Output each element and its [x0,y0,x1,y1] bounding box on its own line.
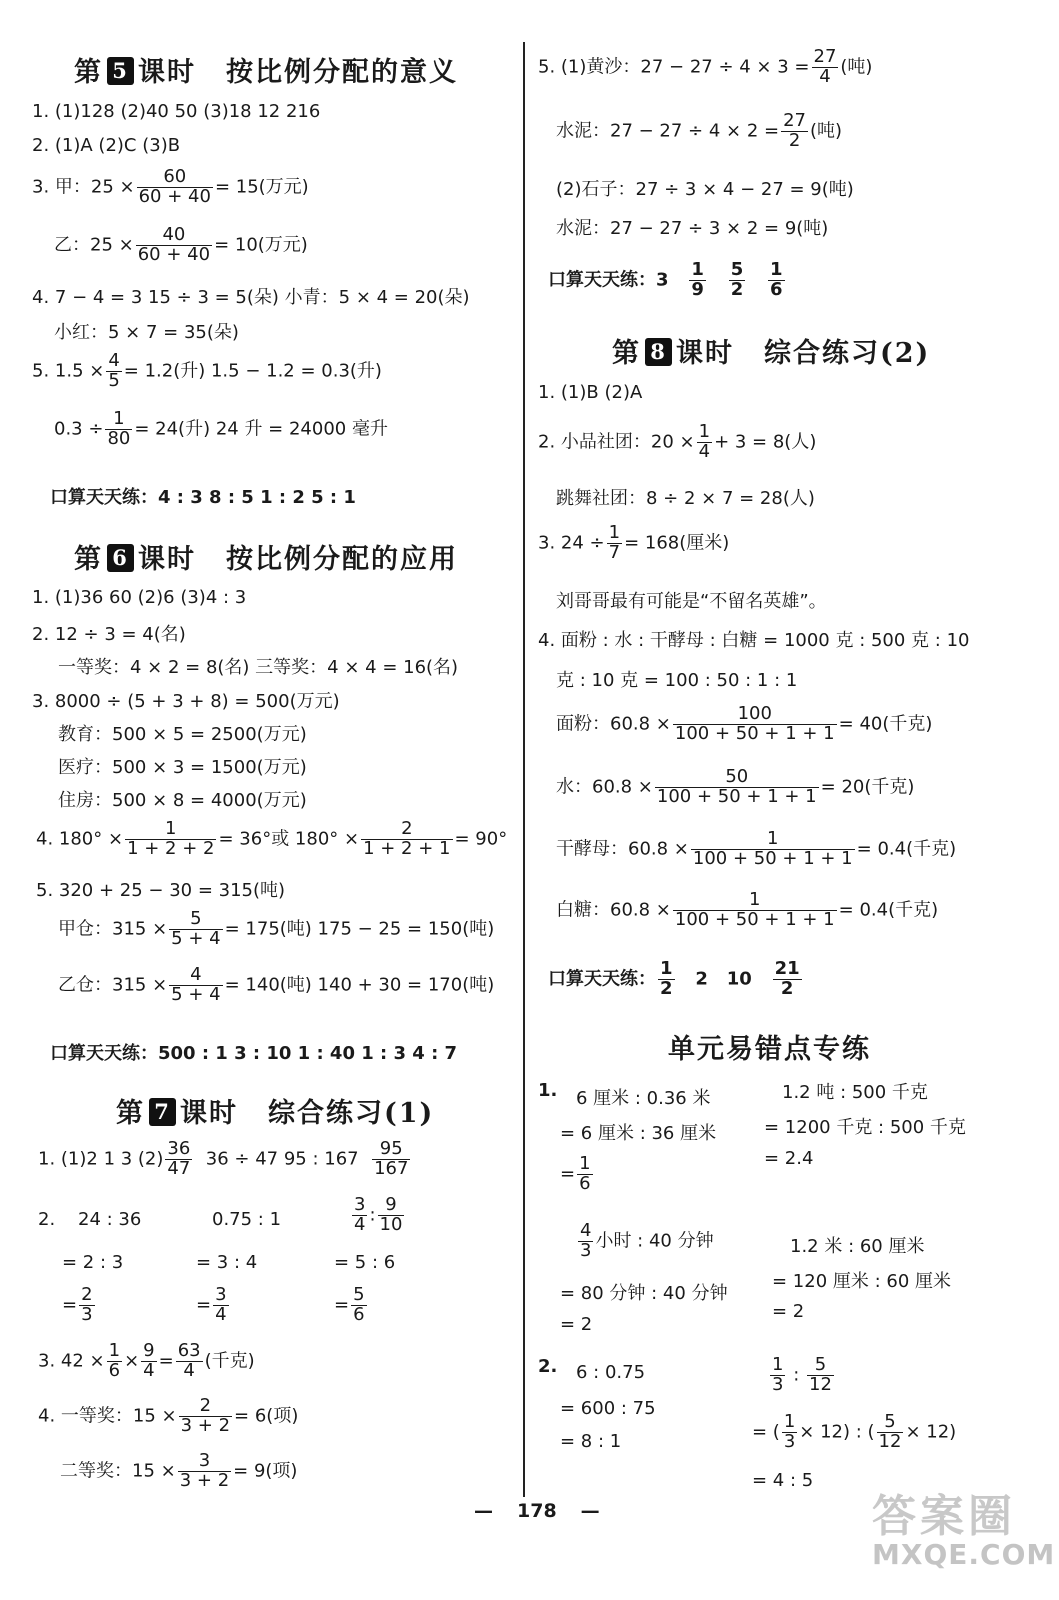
s7-q2-c3a: $\frac{3}{4}$ : $\frac{9}{10}$ [354,1194,403,1235]
s8-q4f: 白糖：60.8 × $\frac{1}{100 + 50 + 1 + 1}$ = 0.4(千克) [556,889,939,930]
r-q5a: 5. (1)黄沙：27 − 27 ÷ 4 × 3 = $\frac{27}{4}$ (吨) [538,46,873,87]
s7-q2-c3c: = $\frac{5}{6}$ [334,1284,365,1325]
unit-q1-d2: = 120 厘米 : 60 厘米 [772,1271,952,1292]
s5-mental-practice: 口算天天练：4 : 3 8 : 5 1 : 2 5 : 1 [50,487,356,508]
s6-q5a: 5. 320 + 25 − 30 = 315(吨) [36,880,286,901]
unit-q1-b3: = 2.4 [764,1148,814,1169]
unit-q2-e3: = 8 : 1 [560,1431,622,1452]
s7-q3: 3. 42 × $\frac{1}{6}$ × $\frac{9}{4}$ = $\frac{63}{4}$ (千克) [38,1340,255,1381]
r-q5c: (2)石子：27 ÷ 3 × 4 − 27 = 9(吨) [556,179,854,200]
unit-q1-b2: = 1200 千克 : 500 千克 [764,1117,966,1138]
unit-q1-label: 1. [538,1080,558,1101]
s7-q2-c3b: = 5 : 6 [334,1252,396,1273]
s6-q1: 1. (1)36 60 (2)6 (3)4 : 3 [32,587,247,608]
s6-q3b: 教育：500 × 5 = 2500(万元) [58,724,307,745]
s8-q4e: 干酵母：60.8 × $\frac{1}{100 + 50 + 1 + 1}$ = 0.4(千克) [556,828,957,869]
s7-q2-c2a: 0.75 : 1 [212,1209,282,1230]
s7-q2-c1a: 24 : 36 [78,1209,142,1230]
s7-q4a: 4. 一等奖：15 × $\frac{2}{3 + 2}$ = 6(项) [38,1395,299,1436]
r-q5b: 水泥：27 − 27 ÷ 4 × 2 = $\frac{27}{2}$ (吨) [556,110,843,151]
s8-q3b: 刘哥哥最有可能是“不留名英雄”。 [556,591,827,612]
s5-q4b: 小红：5 × 7 = 35(朵) [54,322,239,343]
s7-q4b: 二等奖：15 × $\frac{3}{3 + 2}$ = 9(项) [60,1450,298,1491]
s6-q2b: 一等奖：4 × 2 = 8(名) 三等奖：4 × 4 = 16(名) [58,657,459,678]
s8-q2b: 跳舞社团：8 ÷ 2 × 7 = 28(人) [556,488,815,509]
s7-q2-c2c: = $\frac{3}{4}$ [196,1284,227,1325]
unit-q2-f2: = ( $\frac{1}{3}$ × 12) : ( $\frac{5}{12}$ × 12) [752,1411,957,1452]
s5-q3b: 乙：25 × $\frac{40}{60 + 40}$ = 10(万元) [54,224,308,265]
s6-q4: 4. 180° × $\frac{1}{1 + 2 + 2}$ = 36°或 180° × $\frac{2}{1 + 2 + 1}$ = 90° [36,818,508,859]
s6-q5b: 甲仓：315 × $\frac{5}{5 + 4}$ = 175(吨) 175 − 25 = 150(吨) [58,908,495,949]
s8-q4c: 面粉：60.8 × $\frac{100}{100 + 50 + 1 + 1}$ = 40(千克) [556,703,933,744]
unit-q2-e1: 6 : 0.75 [576,1362,646,1383]
s5-q1: 1. (1)128 (2)40 50 (3)18 12 216 [32,101,321,122]
s8-q4b: 克 : 10 克 = 100 : 50 : 1 : 1 [556,670,798,691]
unit-q1-a3: = $\frac{1}{6}$ [560,1153,591,1194]
page-number: — 178 — [474,1500,600,1522]
s6-mental-practice: 口算天天练：500 : 1 3 : 10 1 : 40 1 : 3 4 : 7 [50,1043,458,1064]
watermark-logo: 答案圈 MXQE.COM [872,1491,1056,1571]
s8-q3: 3. 24 ÷ $\frac{1}{7}$ = 168(厘米) [538,522,730,563]
s8-mental-practice: 口算天天练： $\frac{1}{2}$ 2 10 $\frac{21}{2}$ [548,958,800,999]
r-q5-mental-practice: 口算天天练：3 $\frac{1}{9}$ $\frac{5}{2}$ $\frac{1}{6}$ [548,259,783,300]
section-6-title: 第 6 课时 按比例分配的应用 [74,544,458,575]
s7-q1: 1. (1)2 1 3 (2) $\frac{36}{47}$ 36 ÷ 47 95 : 167 $\frac{95}{167}$ [38,1138,409,1179]
unit-q1-c1: $\frac{4}{3}$ 小时 : 40 分钟 [580,1220,714,1261]
unit-q2-f3: = 4 : 5 [752,1470,814,1491]
s7-q2-c1b: = 2 : 3 [62,1252,124,1273]
section-5-title: 第 5 课时 按比例分配的意义 [74,57,458,88]
unit-q2-e2: = 600 : 75 [560,1398,656,1419]
unit-q1-d1: 1.2 米 : 60 厘米 [790,1236,925,1257]
s6-q3a: 3. 8000 ÷ (5 + 3 + 8) = 500(万元) [32,691,340,712]
s8-q4a: 4. 面粉 : 水 : 干酵母 : 白糖 = 1000 克 : 500 克 : 10 [538,630,970,651]
s5-q4a: 4. 7 − 4 = 3 15 ÷ 3 = 5(朵) 小青：5 × 4 = 20(朵) [32,287,470,308]
s5-q2: 2. (1)A (2)C (3)B [32,135,181,156]
s7-q2-c1c: = $\frac{2}{3}$ [62,1284,93,1325]
s7-q2-label: 2. [38,1209,56,1230]
r-q5d: 水泥：27 − 27 ÷ 3 × 2 = 9(吨) [556,218,829,239]
s8-q4d: 水：60.8 × $\frac{50}{100 + 50 + 1 + 1}$ = 20(千克) [556,766,915,807]
s7-q2-c2b: = 3 : 4 [196,1252,258,1273]
s6-q3c: 医疗：500 × 3 = 1500(万元) [58,757,307,778]
unit-q1-a1: 6 厘米 : 0.36 米 [576,1088,711,1109]
unit-q1-d3: = 2 [772,1301,805,1322]
unit-error-practice-title: 单元易错点专练 [668,1034,871,1065]
section-7-title: 第 7 课时 综合练习(1) [116,1098,435,1129]
s5-q3a: 3. 甲：25 × $\frac{60}{60 + 40}$ = 15(万元) [32,166,309,207]
s6-q5c: 乙仓：315 × $\frac{4}{5 + 4}$ = 140(吨) 140 + 30 = 170(吨) [58,964,495,1005]
unit-q1-c2: = 80 分钟 : 40 分钟 [560,1283,728,1304]
s8-q2a: 2. 小品社团：20 × $\frac{1}{4}$ + 3 = 8(人) [538,421,817,462]
s5-q5b: 0.3 ÷ $\frac{1}{80}$ = 24(升) 24 升 = 24000 毫升 [54,408,388,449]
unit-q2-f1: $\frac{1}{3}$ : $\frac{5}{12}$ [772,1354,832,1395]
column-divider [523,42,525,1497]
s6-q2a: 2. 12 ÷ 3 = 4(名) [32,624,186,645]
unit-q1-c3: = 2 [560,1314,593,1335]
unit-q1-a2: = 6 厘米 : 36 厘米 [560,1123,717,1144]
section-8-title: 第 8 课时 综合练习(2) [612,338,931,369]
unit-q1-b1: 1.2 吨 : 500 千克 [782,1082,928,1103]
s8-q1: 1. (1)B (2)A [538,382,643,403]
s6-q3d: 住房：500 × 8 = 4000(万元) [58,790,307,811]
unit-q2-label: 2. [538,1356,558,1377]
s5-q5a: 5. 1.5 × $\frac{4}{5}$ = 1.2(升) 1.5 − 1.2 = 0.3(升) [32,350,382,391]
